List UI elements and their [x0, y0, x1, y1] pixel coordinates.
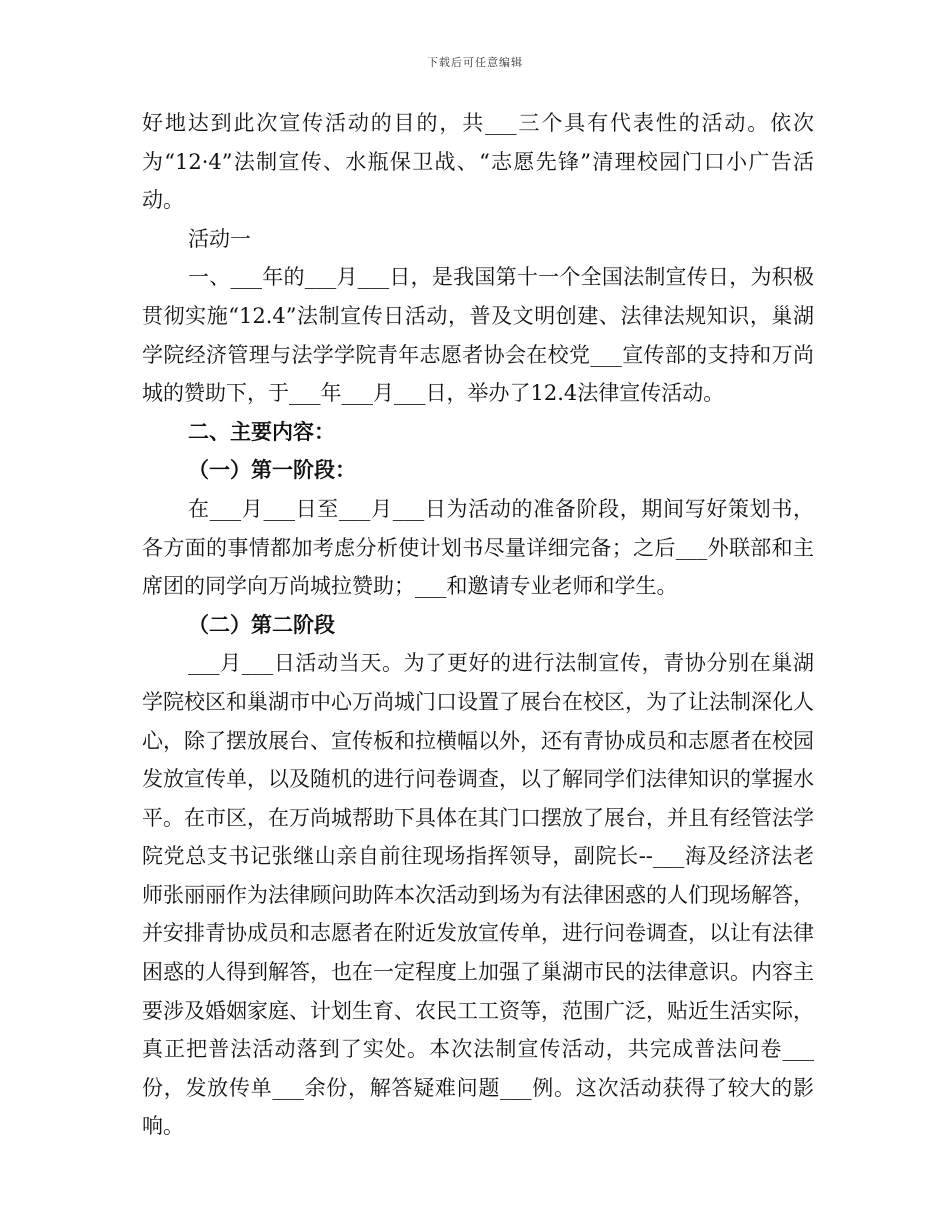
stage-two-paragraph: ___月___日活动当天。为了更好的进行法制宣传，青协分别在巢湖学院校区和巢湖市中心万尚城门口设置了展台在校区，为了让法制深化人心，除了摆放展台、宣传板和拉横幅以外，还有青协成员和志愿者在校园发放宣传单，以及随机的进行问卷调查，以了解同学们法律知识的掌握水平。在市区，在万尚城帮助下具体在其门口摆放了展台，并且有经管法学院党总支书记张继山亲自前往现场指挥领导，副院长--___海及经济法老师张丽丽作为法律顾问助阵本次活动到场为有法律困惑的人们现场解答，并安排青协成员和志愿者在附近发放宣传单，进行问卷调查，以让有法律困惑的人得到解答，也在一定程度上加强了巢湖市民的法律意识。内容主要涉及婚姻家庭、计划生育、农民工工资等，范围广泛，贴近生活实际，真正把普法活动落到了实处。本次法制宣传活动，共完成普法问卷___份，发放传单___余份，解答疑难问题___例。这次活动获得了较大的影响。 — [142, 651, 814, 1139]
document-body — [142, 104, 814, 1146]
stage-one-paragraph: 在___月___日至___月___日为活动的准备阶段，期间写好策划书，各方面的事情都加考虑分析使计划书尽量详细完备；之后___外联部和主席团的同学向万尚城拉赞助；___和邀请专业老师和学生。 — [142, 496, 814, 599]
stage-one-heading: （一）第一阶段： — [188, 457, 356, 483]
stage-two-heading: （二）第二阶段 — [188, 611, 335, 637]
intro-paragraph: 好地达到此次宣传活动的目的，共___三个具有代表性的活动。依次为“12·4”法制宣传、水瓶保卫战、“志愿先锋”清理校园门口小广告活动。 — [142, 111, 814, 213]
page-header: 下载后可任意编辑 — [427, 56, 523, 69]
activity-one-heading: 活动一 — [188, 226, 251, 251]
main-content-heading: 二、主要内容： — [188, 418, 335, 444]
section-one-paragraph: 一、___年的___月___日，是我国第十一个全国法制宣传日，为积极贯彻实施“12.4”法制宣传日活动，普及文明创建、法律法规知识，巢湖学院经济管理与法学学院青年志愿者协会在校党___宣传部的支持和万尚城的赞助下，于___年___月___日，举办了12.4法律宣传活动。 — [142, 265, 814, 406]
